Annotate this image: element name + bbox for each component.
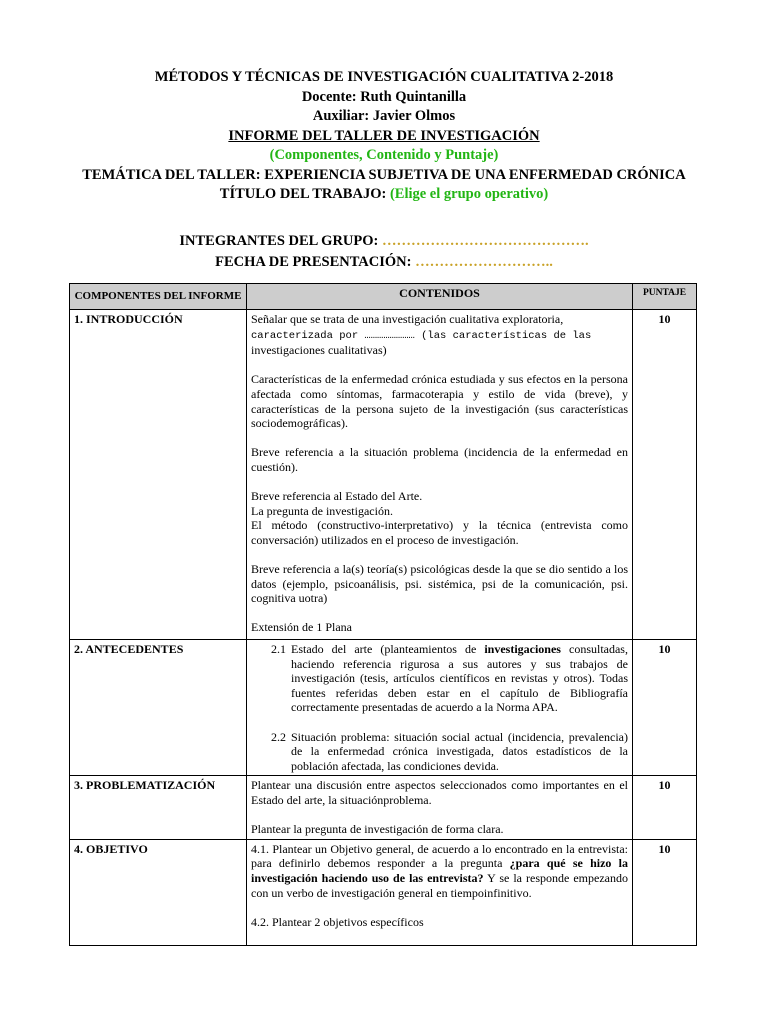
- content-paragraph: Características de la enfermedad crónica estudiada y sus efectos en la persona afectada como síntomas, farmacoterapia y estilo de vida (breve), y características de la persona sujeto de la investigación (sus características sociodemográficas).: [251, 372, 628, 431]
- component-label: 2. ANTECEDENTES: [70, 640, 247, 776]
- report-title: INFORME DEL TALLER DE INVESTIGACIÓN: [228, 127, 540, 144]
- presentation-date-label: FECHA DE PRESENTACIÓN:: [215, 254, 416, 270]
- content-paragraph: Plantear una discusión entre aspectos seleccionados como importantes en el Estado del arte, la situaciónproblema.: [251, 778, 628, 807]
- presentation-date-dots: ………………………..: [415, 254, 553, 270]
- content-paragraph: 4.2. Plantear 2 objetivos específicos: [251, 914, 424, 929]
- components-table: [69, 283, 697, 946]
- assistant-name: Auxiliar: Javier Olmos: [312, 108, 456, 124]
- component-label: 1. INTRODUCCIÓN: [70, 310, 247, 640]
- content-paragraph: Breve referencia a la situación problema (incidencia de la enfermedad en cuestión).: [251, 445, 628, 474]
- col-header-contents: CONTENIDOS: [247, 284, 633, 310]
- content-paragraph: Extensión de 1 Plana: [251, 620, 352, 635]
- group-members-label: INTEGRANTES DEL GRUPO:: [179, 233, 382, 249]
- score-cell: 10: [633, 839, 697, 945]
- teacher-name: Docente: Ruth Quintanilla: [301, 88, 467, 105]
- col-header-components: COMPONENTES DEL INFORME: [70, 284, 247, 310]
- work-title-label: TÍTULO DEL TRABAJO:: [219, 186, 390, 202]
- score-cell: 10: [633, 310, 697, 640]
- content-paragraph: Señalar que se trata de una investigación cualitativa exploratoria, caracterizada por …………………… (las características de las investigaciones cualitativas): [251, 312, 592, 358]
- component-label: 3. PROBLEMATIZACIÓN: [70, 776, 247, 839]
- content-paragraph: Breve referencia a la(s) teoría(s) psicológicas desde la que se dio sentido a los datos (ejemplo, psicoanálisis, psi. sistémica, psi de la comunicación, psi. cognitiva uotra): [251, 562, 628, 606]
- score-cell: 10: [633, 776, 697, 839]
- work-title-value: (Elige el grupo operativo): [389, 186, 549, 202]
- workshop-theme: TEMÁTICA DEL TALLER: EXPERIENCIA SUBJETIVA DE UNA ENFERMEDAD CRÓNICA: [82, 166, 686, 183]
- contents-cell: [247, 310, 633, 640]
- contents-cell: [247, 839, 633, 945]
- group-members-dots: …………………………………….: [382, 233, 589, 249]
- col-header-score: PUNTAJE: [633, 284, 697, 310]
- content-paragraph: 4.1. Plantear un Objetivo general, de acuerdo a lo encontrado en la entrevista: para definirlo debemos responder a la pregunta ¿para qué se hizo la investigación haciendo uso de las entrevista? Y se la responde empezando con un verbo de investigación general en tiempoinfinitivo.: [251, 841, 628, 900]
- report-subtitle: (Componentes, Contenido y Puntaje): [269, 147, 499, 163]
- presentation-date-line: [0, 254, 768, 271]
- content-paragraph: Plantear la pregunta de investigación de forma clara.: [251, 822, 504, 837]
- table-row-introduccion: [70, 310, 697, 640]
- contents-cell: [247, 776, 633, 839]
- content-paragraph: Breve referencia al Estado del Arte. La pregunta de investigación. El método (constructivo-interpretativo) y la técnica (entrevista como conversación) utilizados en el proceso de investigación.: [251, 489, 628, 547]
- group-members-line: [0, 233, 768, 250]
- table-row-problematizacion: [70, 776, 697, 839]
- course-title: MÉTODOS Y TÉCNICAS DE INVESTIGACIÓN CUALITATIVA 2-2018: [154, 69, 614, 85]
- contents-cell: [247, 640, 633, 776]
- table-row-objetivo: [70, 839, 697, 945]
- table-header-row: [70, 284, 697, 310]
- table-row-antecedentes: [70, 640, 697, 776]
- sub-item: 2.2 Situación problema: situación social actual (incidencia, prevalencia) de la enfermedad crónica investigada, datos estadísticos de la población afectada, las condiciones devida.: [271, 729, 628, 773]
- score-cell: 10: [633, 640, 697, 776]
- document-header: [0, 68, 768, 205]
- sub-item: 2.1 Estado del arte (planteamientos de investigaciones consultadas, haciendo referencia rigurosa a sus autores y sus trabajos de investigación (tesis, artículos científicos en revistas y otros). Todas fuentes referidas deben estar en el capítulo de Bibliografía correctamente presentadas de acuerdo a la Norma APA.: [271, 642, 628, 715]
- component-label: 4. OBJETIVO: [70, 839, 247, 945]
- work-title: [0, 185, 768, 205]
